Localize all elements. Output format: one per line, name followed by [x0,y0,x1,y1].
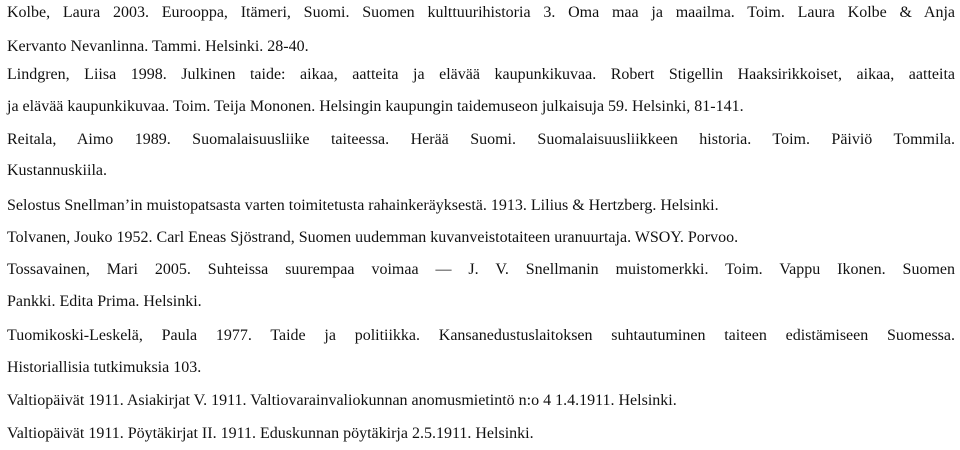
reference-tuomikoski-line-1: Tuomikoski-Leskelä, Paula 1977. Taide ja politiikka. Kansanedustuslaitoksen suhtautuminen taiteen edistämiseen Suomessa. [7,327,955,344]
reference-valtiopaivat-asiakirjat-line-1: Valtiopäivät 1911. Asiakirjat V. 1911. Valtiovarainvaliokunnan anomusmietintö n:o 4 1.4.1911. Helsinki. [7,392,677,409]
reference-kolbe-line-1: Kolbe, Laura 2003. Eurooppa, Itämeri, Suomi. Suomen kulttuurihistoria 3. Oma maa ja maailma. Toim. Laura Kolbe & Anja [7,4,955,21]
reference-tolvanen-line-1: Tolvanen, Jouko 1952. Carl Eneas Sjöstrand, Suomen uudemman kuvanveistotaiteen uranuurtaja. WSOY. Porvoo. [7,229,739,246]
reference-reitala-line-2: Kustannuskiila. [7,162,107,179]
reference-reitala-line-1: Reitala, Aimo 1989. Suomalaisuusliike taiteessa. Herää Suomi. Suomalaisuusliikkeen historia. Toim. Päiviö Tommila. [7,131,955,148]
reference-tossavainen-line-2: Pankki. Edita Prima. Helsinki. [7,293,202,310]
reference-tossavainen-line-1: Tossavainen, Mari 2005. Suhteissa suurempaa voimaa — J. V. Snellmanin muistomerkki. Toim. Vappu Ikonen. Suomen [7,261,955,278]
reference-lindgren-line-2: ja elävää kaupunkikuvaa. Toim. Teija Mononen. Helsingin kaupungin taidemuseon julkaisuja 59. Helsinki, 81-141. [7,98,744,115]
reference-kolbe-line-2: Kervanto Nevanlinna. Tammi. Helsinki. 28-40. [7,38,309,55]
reference-tuomikoski-line-2: Historiallisia tutkimuksia 103. [7,359,202,376]
reference-selostus-line-1: Selostus Snellman’in muistopatsasta varten toimitetusta rahainkeräyksestä. 1913. Lilius & Hertzberg. Helsinki. [7,197,719,214]
reference-valtiopaivat-poytakirjat-line-1: Valtiopäivät 1911. Pöytäkirjat II. 1911. Eduskunnan pöytäkirja 2.5.1911. Helsinki. [7,425,534,442]
reference-lindgren-line-1: Lindgren, Liisa 1998. Julkinen taide: aikaa, aatteita ja elävää kaupunkikuvaa. Robert Stigellin Haaksirikkoiset, aikaa, aatteita [7,66,955,83]
